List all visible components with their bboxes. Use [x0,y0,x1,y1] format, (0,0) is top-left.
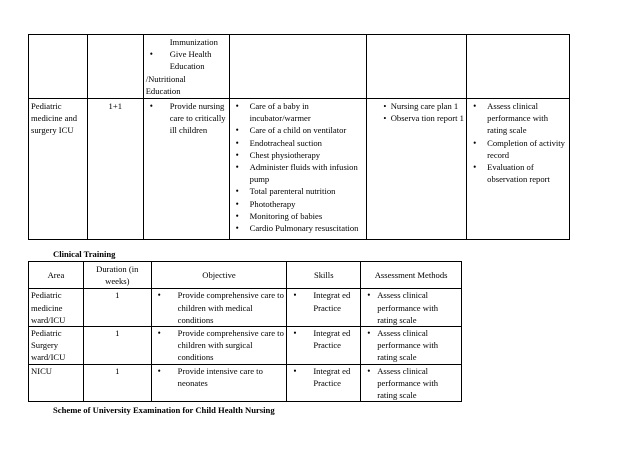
list-line: /Nutritional [145,73,186,84]
list-item: • Integrat ed Practice [289,327,358,351]
assessment-cell [361,364,462,402]
skills-cell [229,35,367,99]
area-cell: Pediatric Surgery ward/ICU [29,327,84,365]
objectives-cell [143,35,229,99]
exam-scheme-heading: Scheme of University Examination for Child Health Nursing [53,405,275,415]
list-line: Immunization [169,37,218,47]
area-cell [29,35,88,99]
list-item: • Nursing care plan 1 [383,101,459,112]
list-item: • Monitoring of babies [232,210,365,222]
table-row [29,289,462,327]
duration-cell: 1 [83,327,151,365]
list-line: Education [145,85,181,96]
header-skills: Skills [287,262,361,289]
assignments-cell [367,35,467,99]
table-row [29,99,570,240]
list-item: • Administer fluids with infusion pump [232,161,365,185]
objective-cell [151,327,287,365]
list-item: • Provide nursing care to critically ill children [146,100,227,137]
skills-cell [287,289,361,327]
area-cell: NICU [29,364,84,402]
clinical-postings-table [28,34,570,240]
list-item: • Chest physiotherapy [232,149,365,161]
duration-cell: 1+1 [87,99,143,240]
objectives-cell [143,99,229,240]
objective-cell [151,364,287,402]
list-item: • Integrat ed Practice [289,289,358,313]
header-row [29,262,462,289]
duration-cell: 1 [83,289,151,327]
area-cell: Pediatric medicine and surgery ICU [29,99,88,240]
list-item: • Give Health Education [146,48,227,72]
list-item: • Evaluation of observation report [469,161,567,185]
header-area: Area [29,262,84,289]
duration-cell: 1 [83,364,151,402]
header-duration: Duration (in weeks) [83,262,151,289]
list-item: • Assess clinical performance with rating scale [363,327,459,364]
header-objective: Objective [151,262,287,289]
assessment-cell [361,289,462,327]
skills-cell [287,327,361,365]
list-item: • Cardio Pulmonary resuscitation [232,222,365,234]
assessment-cell [361,327,462,365]
list-item: • Assess clinical performance with rating scale [363,289,459,326]
clinical-training-table [28,261,462,402]
assignments-cell [367,99,467,240]
list-item: • Observa tion report 1 [383,113,464,124]
list-item: • Total parenteral nutrition [232,185,365,197]
list-item: • Provide intensive care to neonates [154,365,285,389]
assessment-cell [467,99,570,240]
list-item: • Care of a child on ventilator [232,124,365,136]
list-item: • Assess clinical performance with rating scale [469,100,567,137]
list-item: • Endotracheal suction [232,137,365,149]
assessment-cell [467,35,570,99]
list-item: • Care of a baby in incubator/warmer [232,100,365,124]
list-item: • Phototherapy [232,198,365,210]
duration-cell [87,35,143,99]
table-row [29,364,462,402]
list-item: • Provide comprehensive care to children with surgical conditions [154,327,285,364]
list-item: • Integrat ed Practice [289,365,358,389]
list-item: • Completion of activity record [469,137,567,161]
list-item: • Provide comprehensive care to children with medical conditions [154,289,285,326]
table-row [29,327,462,365]
area-cell: Pediatric medicine ward/ICU [29,289,84,327]
list-item: • Assess clinical performance with rating scale [363,365,459,402]
clinical-training-heading: Clinical Training [53,249,116,259]
table-row [29,35,570,99]
skills-cell [229,99,367,240]
skills-cell [287,364,361,402]
objective-cell [151,289,287,327]
header-assessment: Assessment Methods [361,262,462,289]
